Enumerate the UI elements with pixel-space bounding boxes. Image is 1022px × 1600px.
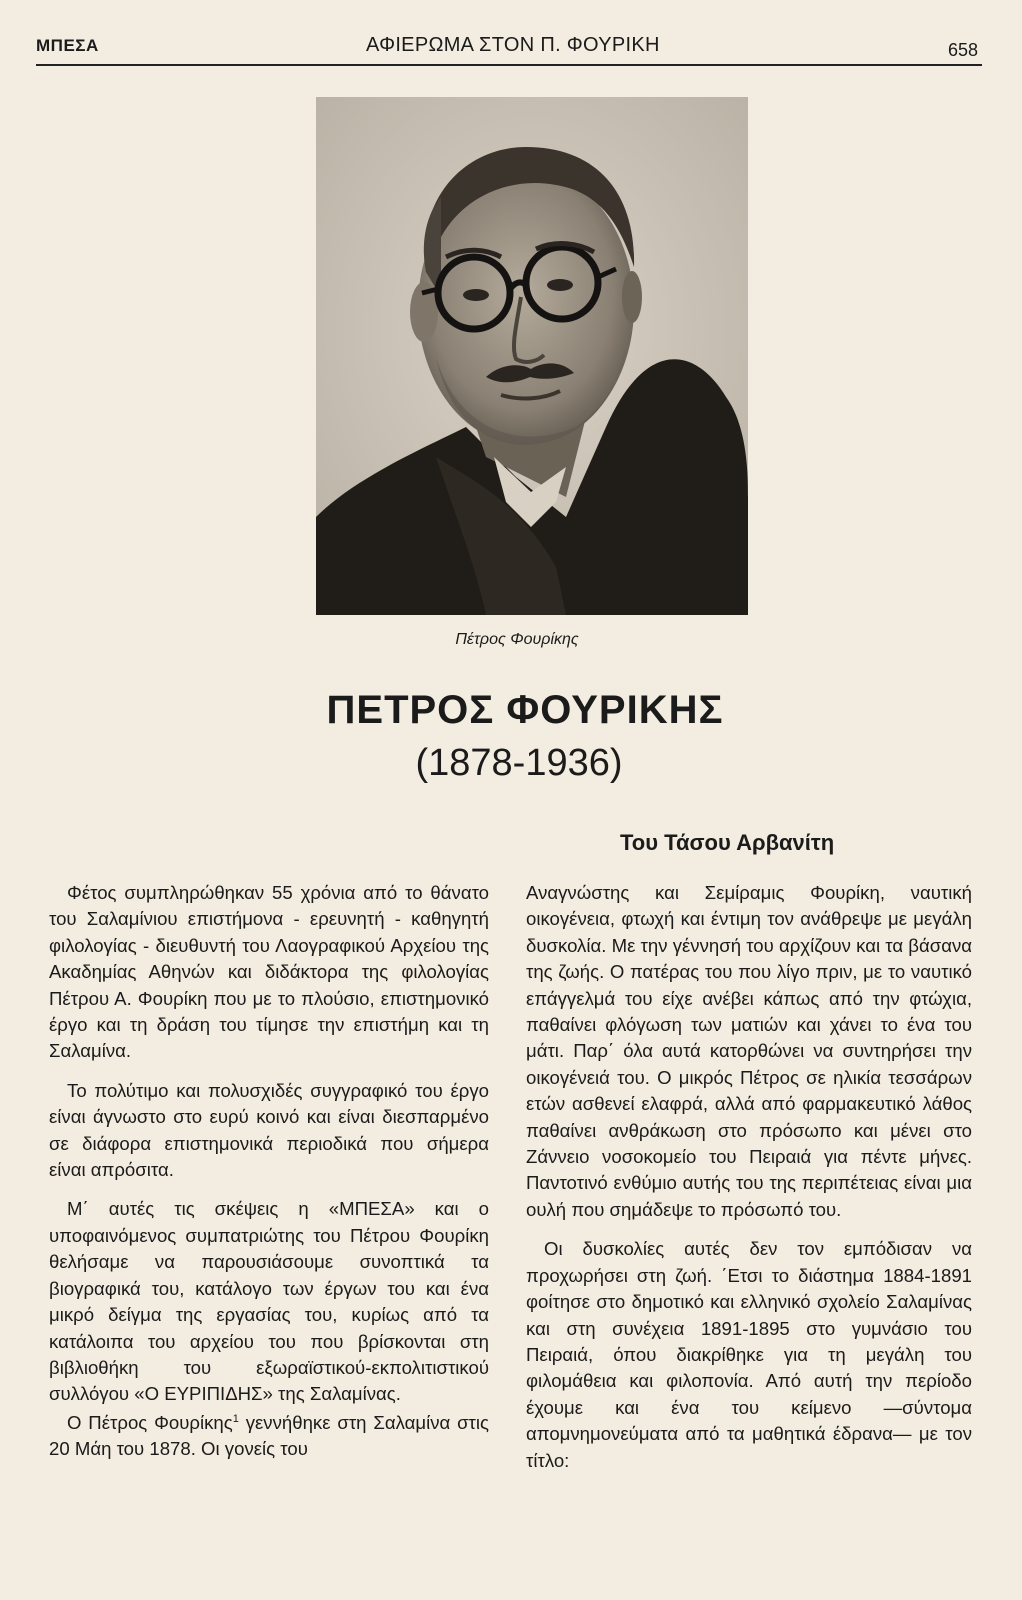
section-title: ΑΦΙΕΡΩΜΑ ΣΤΟΝ Π. ΦΟΥΡΙΚΗ <box>366 34 660 56</box>
portrait-photo <box>316 97 748 615</box>
article-title: ΠΕΤΡΟΣ ΦΟΥΡΙΚΗΣ <box>326 688 724 732</box>
right-column <box>526 880 972 1487</box>
paragraph: Αναγνώστης και Σεμίραμις Φουρίκη, ναυτική οικογένεια, φτωχή και έντιμη τον ανάθρεψε με μεγάλη δυσκολία. Με την γέννησή του αρχίζουν και τα βάσανα της ζωής. Ο πατέρας του που λίγο πριν, με το ναυτικό επάγγελμά του είχε ανέβει κάπως από την φτώχια, παθαίνει φλόγωση των ματιών και χάνει το ένα του μάτι. Παρ΄ όλα αυτά κατορθώνει να συντηρήσει την οικογένειά του. Ο μικρός Πέτρος σε ηλικία τεσσάρων ετών ασθενεί ελαφρά, αλλά από φαρμακευτικό λάθος παθαίνει ανθράκωση στο πρόσωπο και μένει στο Ζάννειο νοσοκομείο του Πειραιά για πέντε μήνες. Παντοτινό ενθύμιο αυτής του της περιπέτειας είναι μια ουλή που σημάδεψε το πρόσωπό του. <box>526 882 972 1220</box>
birth-text-start: Ο Πέτρος Φουρίκης <box>67 1411 233 1433</box>
page-number: 658 <box>947 40 978 60</box>
article-dates: (1878-1936) <box>415 742 623 784</box>
paragraph: Μ΄ αυτές τις σκέψεις η «ΜΠΕΣΑ» και ο υποφαινόμενος συμπατριώτης του Πέτρου Φουρίκη θελήσαμε να παρουσιάσουμε συνοπτικά τα βιογραφικά του, κατάλογο των έργων του και ένα μικρό δείγμα της εργασίας του, κυρίως από τα κατάλοιπα του αρχείου του που βρίσκονται στη βιβλιοθήκη του εξωραϊστικού-εκπολιτιστικού συλλόγου «Ο ΕΥΡΙΠΙΔΗΣ» της Σαλαμίνας. <box>49 1198 489 1405</box>
page-header <box>36 30 982 66</box>
left-column <box>49 880 489 1476</box>
footnote-marker: 1 <box>232 1412 239 1425</box>
photo-caption: Πέτρος Φουρίκης <box>455 631 579 648</box>
paragraph: Φέτος συμπληρώθηκαν 55 χρόνια από το θάνατο του Σαλαμίνιου επιστήμονα - ερευνητή - καθηγητή φιλολογίας - διευθυντή του Λαογραφικού Αρχείου της Ακαδημίας Αθηνών και διδάκτορα της φιλολογίας Πέτρου Α. Φουρίκη που με το πλούσιο, επιστημονικό έργο και τη δράση του τίμησε την επιστήμη και τη Σαλαμίνα. <box>49 882 489 1062</box>
article-byline: Του Τάσου Αρβανίτη <box>620 830 835 855</box>
paragraph: Το πολύτιμο και πολυσχιδές συγγραφικό του έργο είναι άγνωστο στο ευρύ κοινό και είναι διεσπαρμένο σε διάφορα επιστημονικά περιοδικά που σήμερα είναι απρόσιτα. <box>49 1079 489 1181</box>
journal-name: ΜΠΕΣΑ <box>36 36 99 55</box>
portrait-illustration <box>316 97 748 615</box>
paragraph: Οι δυσκολίες αυτές δεν τον εμπόδισαν να προχωρήσει στη ζωή. ΄Ετσι το διάστημα 1884-1891 φοίτησε στο δημοτικό και ελληνικό σχολείο Σαλαμίνας και στη συνέχεια 1891-1895 στο γυμνάσιο του Πειραιά, όπου διακρίθηκε για τη μεγάλη του φιλομάθεια και φιλοπονία. Από αυτή την περίοδο έχουμε και ένα του κείμενο —σύντομα απομνημονεύματα από τα μαθητικά έδρανα— με τον τίτλο: <box>526 1238 972 1471</box>
paragraph-birth <box>49 1410 489 1463</box>
birth-text-end: γεννήθηκε στη Σαλαμίνα στις 20 Μάη του 1878. Οι γονείς του <box>49 1411 489 1460</box>
